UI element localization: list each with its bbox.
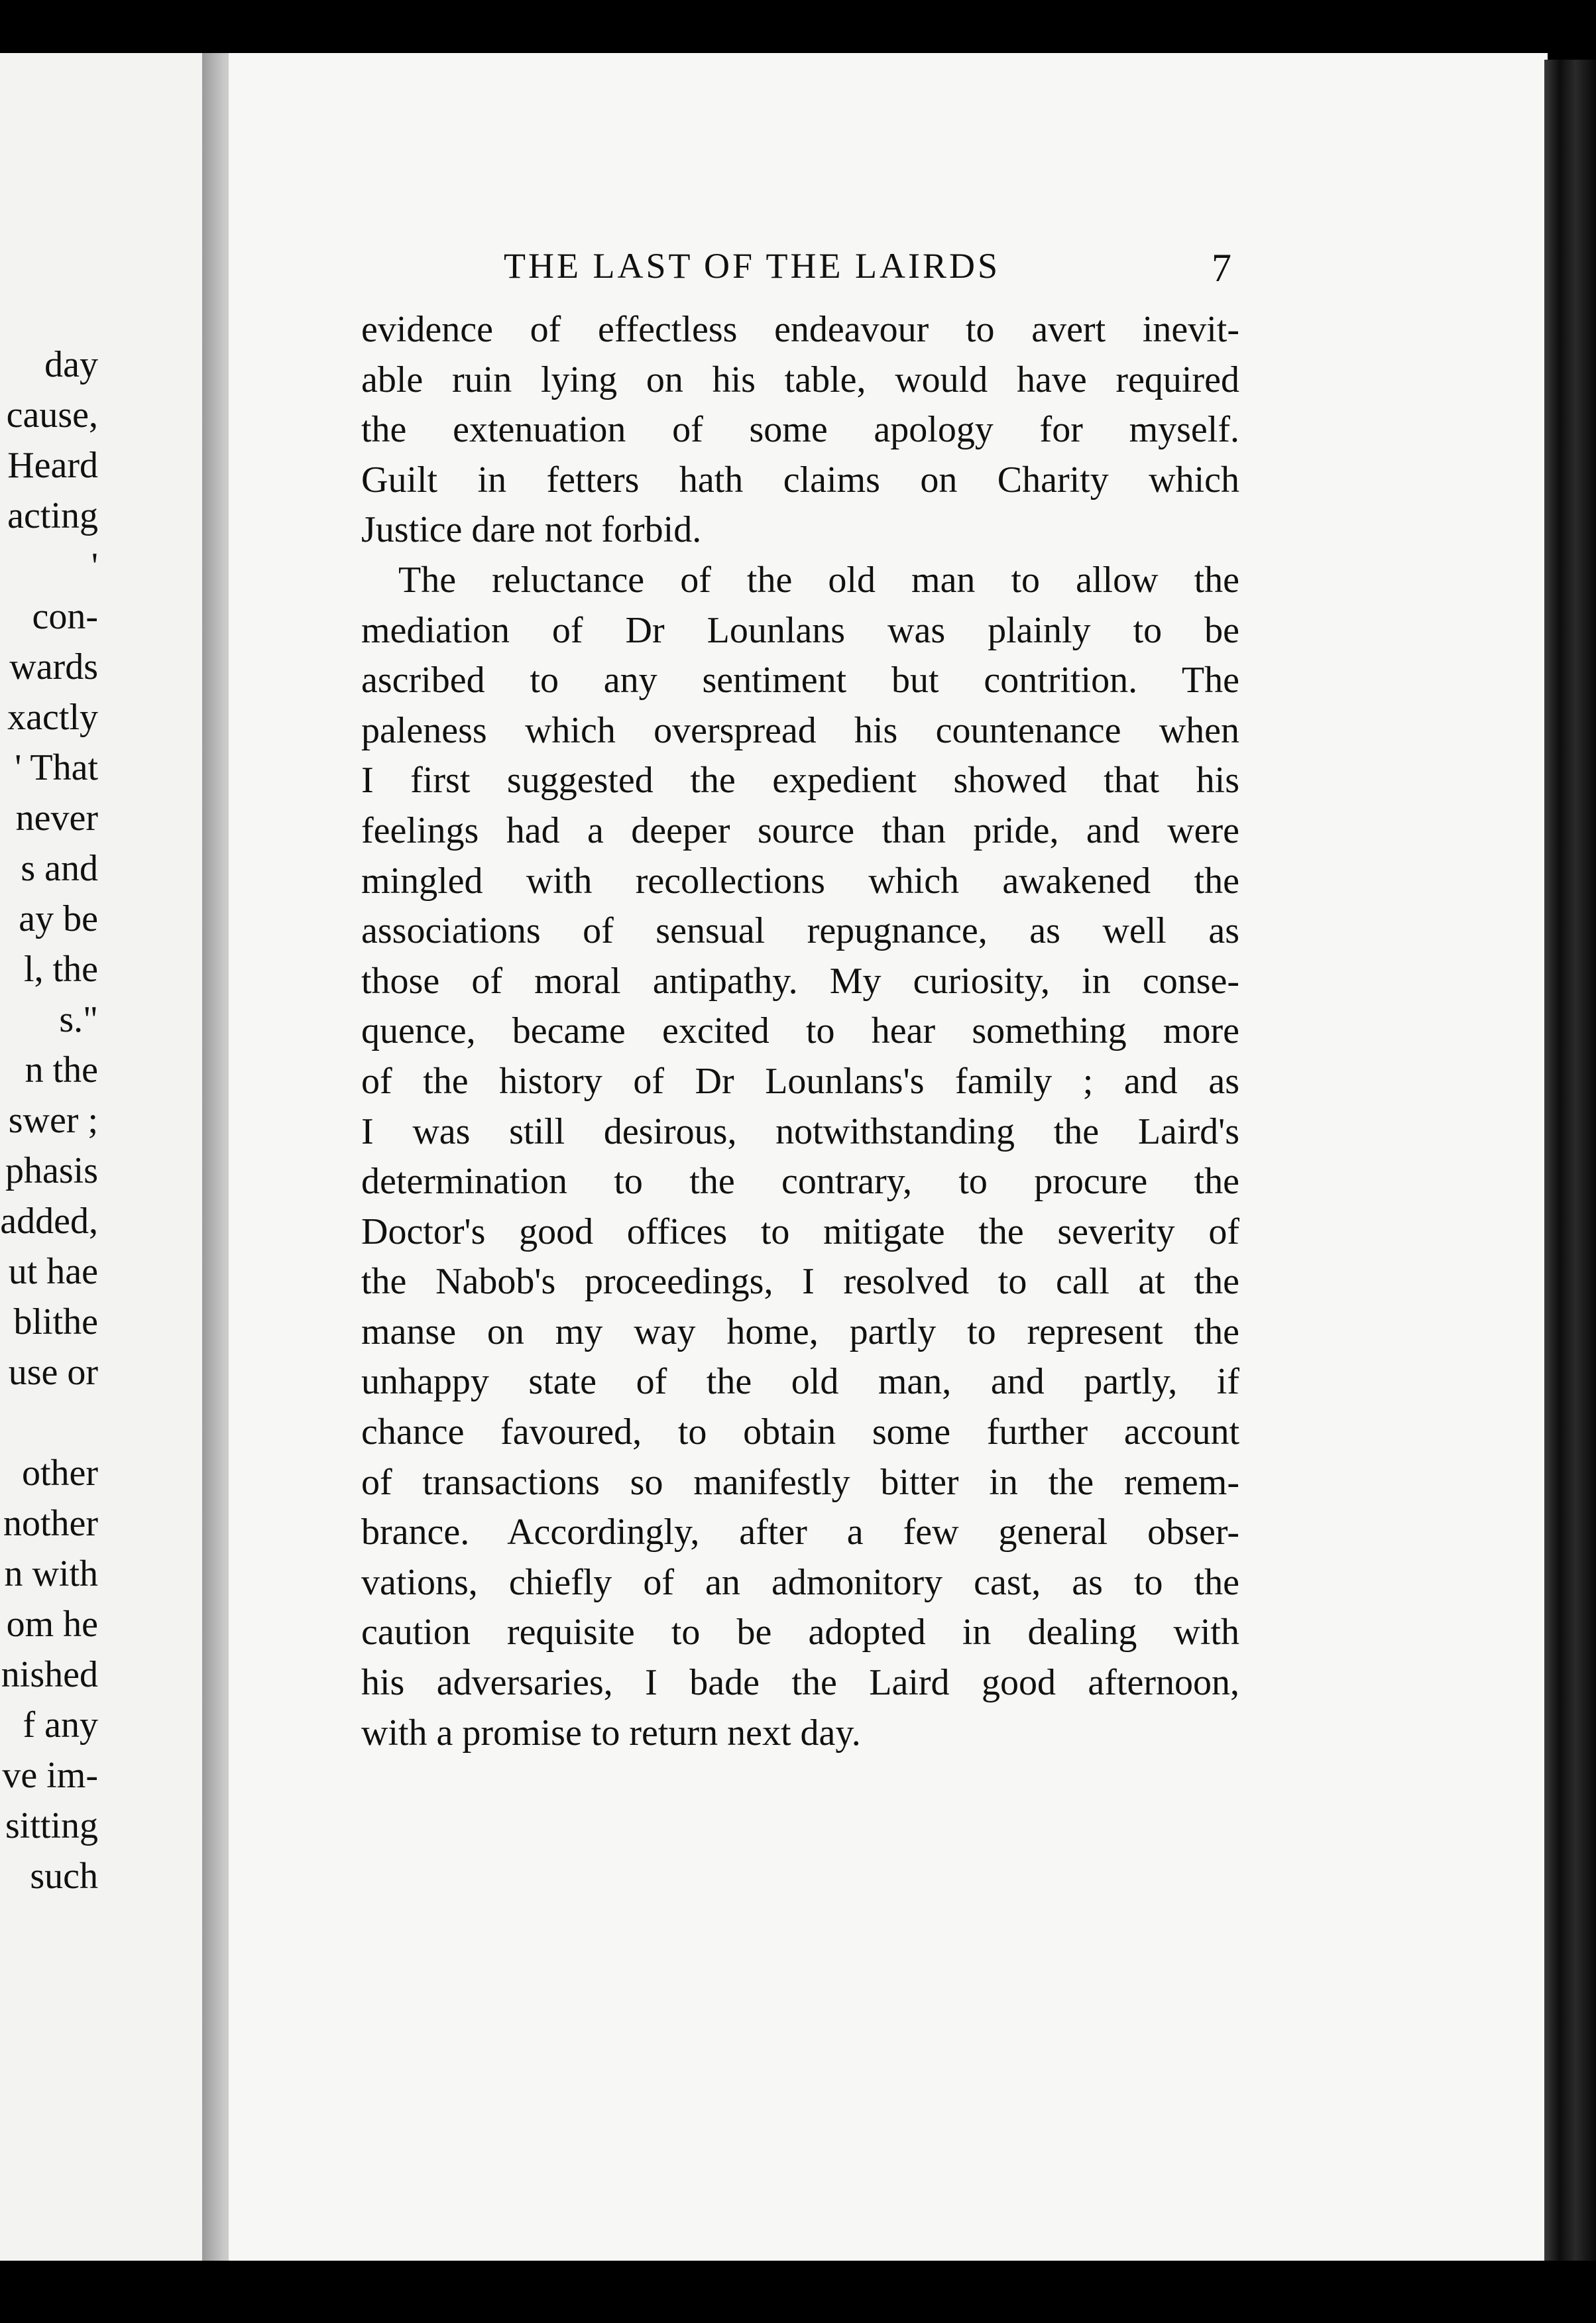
text-line: Doctor's good offices to mitigate the severity of xyxy=(361,1211,1239,1252)
left-line: s." xyxy=(59,999,98,1040)
text-line: unhappy state of the old man, and partly, if xyxy=(361,1361,1239,1403)
left-line: con- xyxy=(32,596,98,637)
left-line: n with xyxy=(4,1553,98,1594)
text-line: the Nabob's proceedings, I resolved to call at the xyxy=(361,1261,1239,1303)
left-line: swer ; xyxy=(8,1100,98,1141)
text-line: of transactions so manifestly bitter in the remem- xyxy=(361,1461,1239,1503)
left-page-lines xyxy=(0,339,98,1901)
text-line: ascribed to any sentiment but contrition. The xyxy=(361,660,1239,701)
left-line: such xyxy=(30,1856,98,1897)
text-line: vations, chiefly of an admonitory cast, as to the xyxy=(361,1561,1239,1603)
text-line: with a promise to return next day. xyxy=(361,1712,861,1754)
left-line: Heard xyxy=(7,445,98,486)
left-line: om he xyxy=(6,1604,98,1645)
left-line: f any xyxy=(23,1704,98,1746)
text-line: mingled with recollections which awakened the xyxy=(361,860,1239,902)
text-line: feelings had a deeper source than pride, and were xyxy=(361,809,1239,851)
left-line: blithe xyxy=(13,1301,98,1342)
text-line: the extenuation of some apology for myself. xyxy=(361,409,1239,451)
left-line: never xyxy=(15,798,98,839)
text-line: mediation of Dr Lounlans was plainly to be xyxy=(361,609,1239,651)
text-line: chance favoured, to obtain some further account xyxy=(361,1411,1239,1453)
left-line: other xyxy=(21,1453,98,1494)
left-line: use or xyxy=(8,1352,98,1393)
left-line: phasis xyxy=(5,1150,98,1191)
left-line: acting xyxy=(7,495,98,536)
text-line: Guilt in fetters hath claims on Charity which xyxy=(361,459,1239,501)
text-line: those of moral antipathy. My curiosity, in conse- xyxy=(361,960,1239,1002)
left-line: ' That xyxy=(15,747,98,788)
text-line: able ruin lying on his table, would have required xyxy=(361,359,1239,400)
left-line: n the xyxy=(25,1049,98,1091)
left-line: s and xyxy=(21,848,98,889)
text-line: determination to the contrary, to procure the xyxy=(361,1161,1239,1203)
text-line: associations of sensual repugnance, as well as xyxy=(361,910,1239,952)
text-line: Justice dare not forbid. xyxy=(361,509,702,551)
left-line: day xyxy=(44,344,98,385)
text-line: The reluctance of the old man to allow the xyxy=(398,559,1239,601)
running-head: THE LAST OF THE LAIRDS xyxy=(504,246,1001,286)
text-line: I was still desirous, notwithstanding the Laird's xyxy=(361,1110,1239,1152)
text-line: of the history of Dr Lounlans's family ; and as xyxy=(361,1060,1239,1102)
left-line: cause, xyxy=(6,394,98,436)
text-line: evidence of effectless endeavour to avert inevit- xyxy=(361,309,1239,350)
left-line: nother xyxy=(3,1503,98,1544)
left-page-fragment xyxy=(0,53,211,2261)
text-line: his adversaries, I bade the Laird good afternoon, xyxy=(361,1662,1239,1704)
left-line xyxy=(0,1398,98,1448)
page-number: 7 xyxy=(1212,246,1231,290)
left-line: xactly xyxy=(7,697,98,738)
text-line: manse on my way home, partly to represent the xyxy=(361,1311,1239,1352)
left-line: ut hae xyxy=(8,1251,98,1292)
left-line: nished xyxy=(1,1654,98,1695)
left-line: ay be xyxy=(19,898,98,939)
left-line: ve im- xyxy=(2,1755,98,1796)
text-line: caution requisite to be adopted in dealing with xyxy=(361,1612,1239,1653)
text-line: paleness which overspread his countenance when xyxy=(361,709,1239,751)
body-text xyxy=(361,305,1239,1758)
text-line: brance. Accordingly, after a few general obser- xyxy=(361,1512,1239,1553)
left-line: wards xyxy=(9,646,98,687)
text-line: I first suggested the expedient showed that his xyxy=(361,760,1239,802)
left-line: l, the xyxy=(24,949,98,990)
left-line: ' xyxy=(91,546,98,587)
page-edge xyxy=(1544,60,1596,2261)
text-line: quence, became excited to hear something more xyxy=(361,1010,1239,1052)
left-line: sitting xyxy=(5,1805,98,1846)
left-line: added, xyxy=(0,1201,98,1242)
